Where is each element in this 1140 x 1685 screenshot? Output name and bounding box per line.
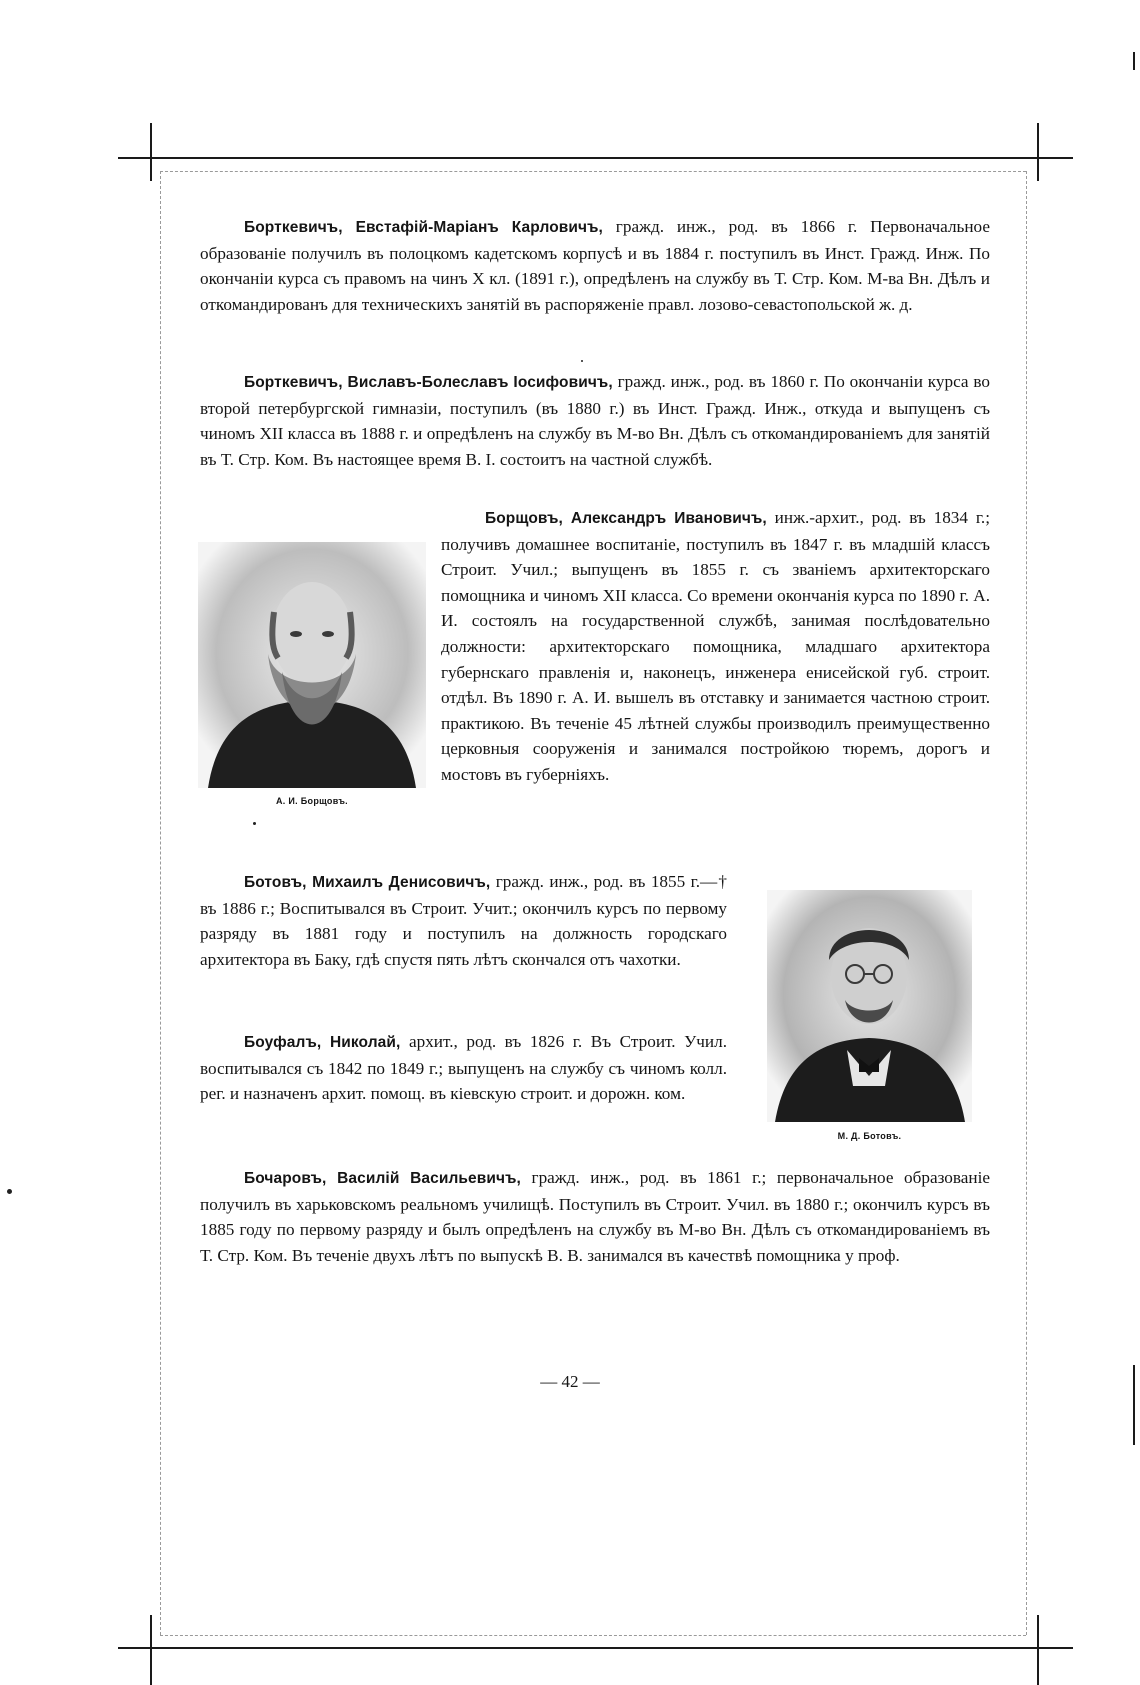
entry-text: инж.-архит., род. въ 1834 г.; получивъ домашнее воспитаніе, поступилъ въ 1847 г. въ младшій классъ Строит. Учил.; выпущенъ въ 1855 г. съ званіемъ архитекторскаго помощника и чиномъ XII класса. Со времени окончанія курса по 1890 г. А. И. состоялъ на государственной службѣ, занимая послѣдовательно должности: архитекторскаго помощника, младшаго архитектора губернскаго правленія и, наконецъ, инженера енисейской губ. строит. отдѣл. Въ 1890 г. А. И. вышелъ въ отставку и занимается частною строит. практикою. Въ теченіе 45 лѣтней службы производилъ преимущественно церковныя сооруженія и занимался постройкою тюремъ, дорогъ и мостовъ въ губерніяхъ. <box>441 508 990 784</box>
scan-speck <box>581 360 583 362</box>
entry-text: гражд. инж., род. въ 1866 г. Первоначальное образованіе получилъ въ полоцкомъ кадетскомъ корпусѣ и въ 1884 г. поступилъ въ Инст. Гражд. Инж. По окончаніи курса съ правомъ на чинъ X кл. (1891 г.), опредѣленъ на службу въ Т. Стр. Ком. М-ва Вн. Дѣлъ и откомандированъ для техническихъ занятій въ распоряженіе правл. лозово-севастопольской ж. д. <box>200 217 990 314</box>
frame-inner-bottom <box>160 1635 1026 1636</box>
page-number: — 42 — <box>540 1372 600 1391</box>
scan-edge-mark <box>1133 52 1135 70</box>
entry-botov <box>200 869 727 972</box>
frame-left-rule <box>150 123 152 181</box>
frame-right-rule-lower <box>1037 1615 1039 1685</box>
frame-left-rule-lower <box>150 1615 152 1685</box>
portrait-borshchov <box>198 542 426 788</box>
entry-bocharov <box>200 1165 990 1268</box>
scan-speck <box>253 822 256 825</box>
entry-borshchov <box>441 505 990 788</box>
entry-bortkevich-evstafiy <box>200 214 990 317</box>
scan-edge-mark <box>1133 1365 1135 1445</box>
portrait-caption: А. И. Борщовъ. <box>276 796 348 806</box>
entry-name: Бочаровъ, Василій Васильевичъ, <box>244 1170 521 1187</box>
entry-text: архит., род. въ 1826 г. Въ Строит. Учил. воспитывался съ 1842 по 1849 г.; выпущенъ на службу съ чиномъ колл. рег. и назначенъ архит. помощ. въ кіевскую строит. и дорожн. ком. <box>200 1032 727 1104</box>
frame-inner-left <box>160 171 161 1635</box>
entry-bortkevich-vislav <box>200 369 990 472</box>
frame-inner-top <box>160 171 1026 172</box>
frame-top-rule <box>118 157 1073 159</box>
frame-right-rule <box>1037 123 1039 181</box>
entry-name: Борткевичъ, Евстафій-Маріанъ Карловичъ, <box>244 219 603 236</box>
entry-text: гражд. инж., род. въ 1855 г.—† въ 1886 г.; Воспитывался въ Строит. Учит.; окончилъ курсъ по первому разряду въ 1881 году и поступилъ на должность городскаго архитектора въ Баку, гдѣ спустя пять лѣтъ скончался отъ чахотки. <box>200 872 727 969</box>
entry-name: Борщовъ, Александръ Ивановичъ, <box>485 510 767 527</box>
portrait-botov <box>767 890 972 1122</box>
entry-text: гражд. инж., род. въ 1860 г. По окончаніи курса во второй петербургской гимназіи, поступилъ (въ 1880 г.) въ Инст. Гражд. Инж., откуда и выпущенъ съ чиномъ XII класса въ 1888 г. и опредѣленъ на службу въ М-во Вн. Дѣлъ съ откомандированіемъ для занятій въ Т. Стр. Ком. Въ настоящее время В. І. состоитъ на частной службѣ. <box>200 372 990 469</box>
entry-name: Борткевичъ, Виславъ-Болеславъ Іосифовичъ, <box>244 374 613 391</box>
entry-text: гражд. инж., род. въ 1861 г.; первоначальное образованіе получилъ въ харьковскомъ реальномъ училищѣ. Поступилъ въ Строит. Учил. въ 1880 г.; окончилъ курсъ въ 1885 году по первому разряду и былъ опредѣленъ на службу въ М-во Вн. Дѣлъ съ откомандированіемъ въ Т. Стр. Ком. Въ теченіе двухъ лѣтъ по выпускѣ В. В. занимался въ качествѣ помощника у проф. <box>200 1168 990 1265</box>
frame-bottom-rule <box>118 1647 1073 1649</box>
portrait-caption: М. Д. Ботовъ. <box>837 1131 902 1141</box>
entry-name: Боуфалъ, Николай, <box>244 1034 401 1051</box>
entry-name: Ботовъ, Михаилъ Денисовичъ, <box>244 874 491 891</box>
scan-speck <box>7 1189 12 1194</box>
frame-inner-right <box>1026 171 1027 1635</box>
entry-boufal <box>200 1029 727 1107</box>
